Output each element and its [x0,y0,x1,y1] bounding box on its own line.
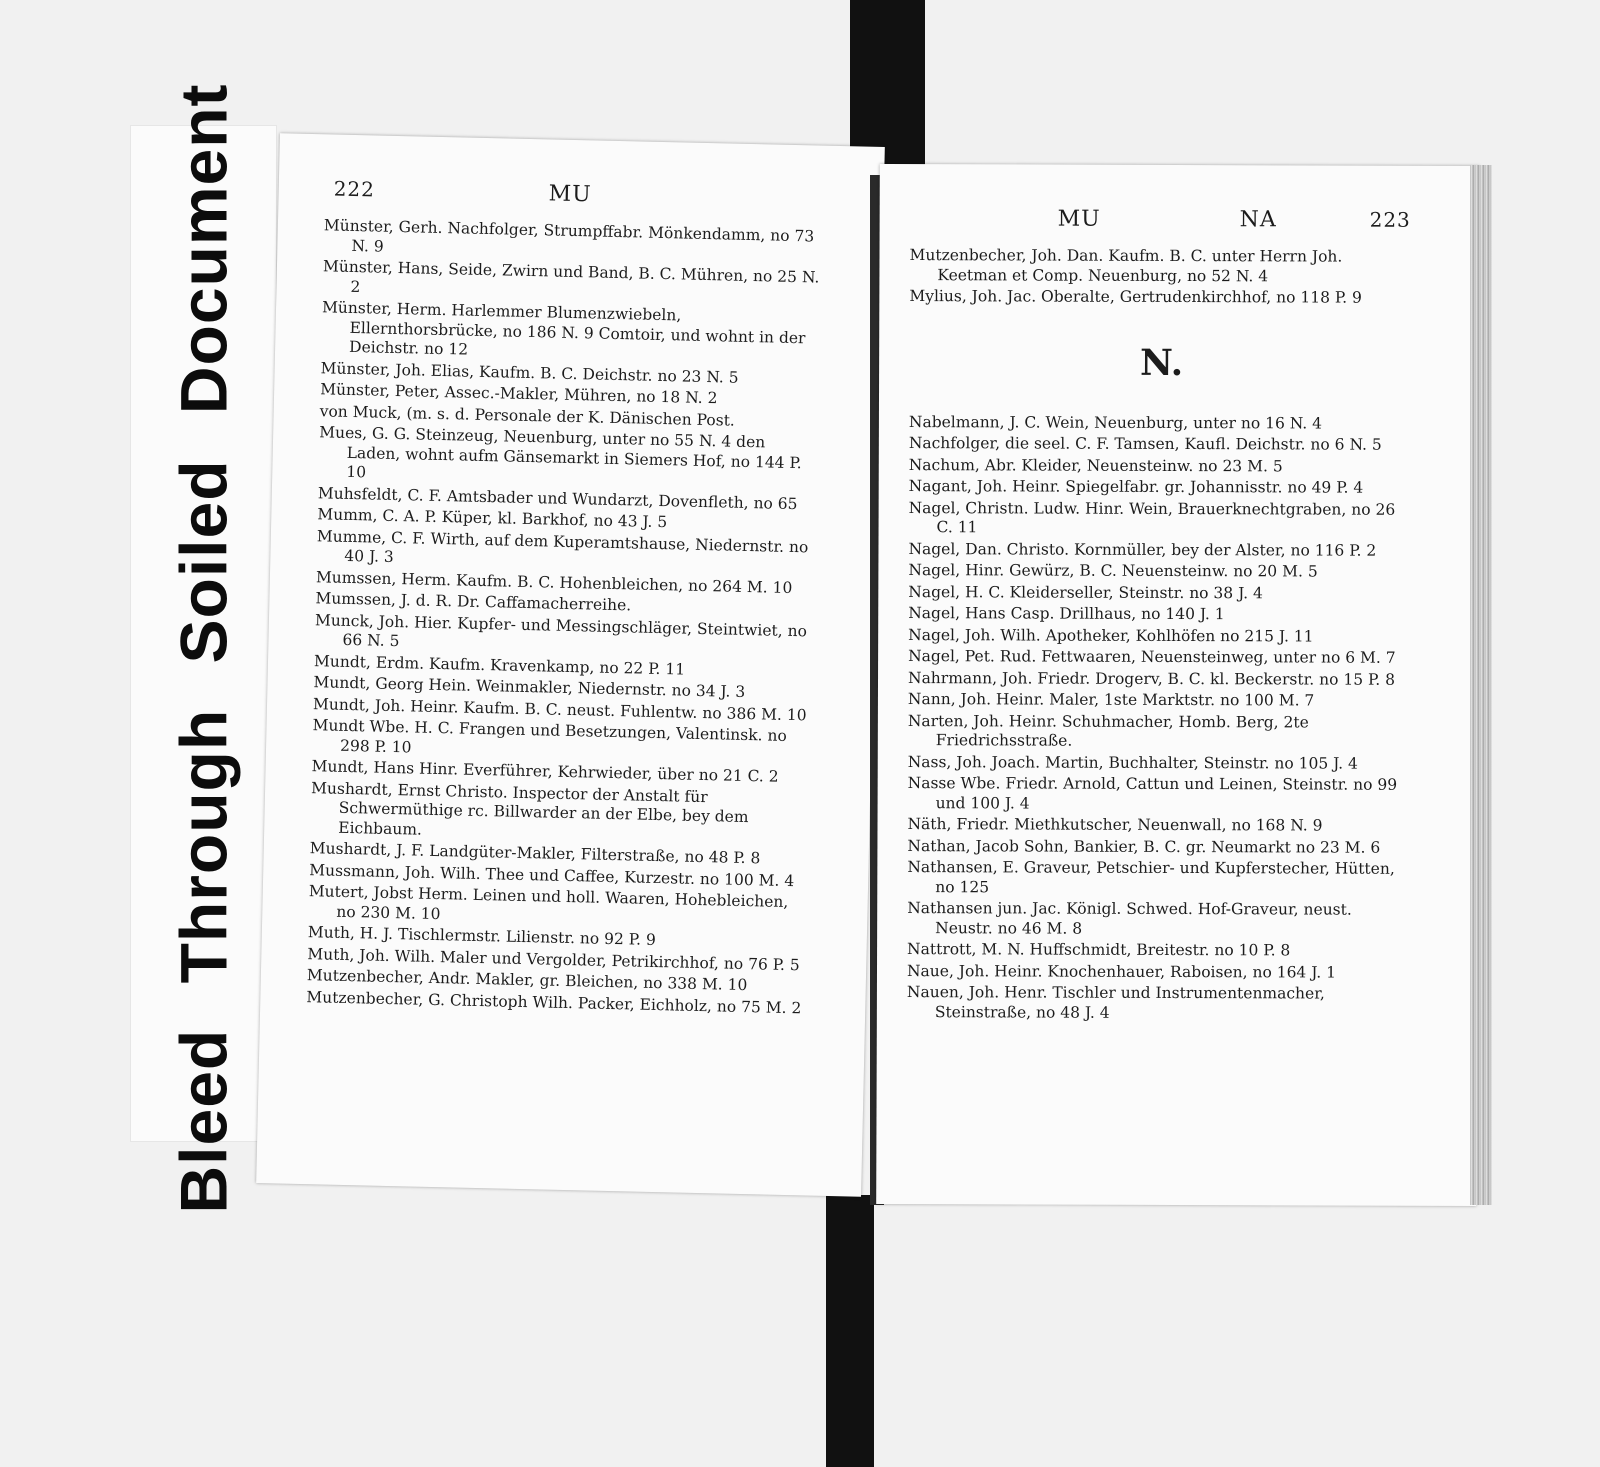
list-item: Mussmann, Joh. Wilh. Thee und Caffee, Kurzestr. no 100 M. 4 [309,860,795,890]
list-item: Nagel, Hans Casp. Drillhaus, no 140 J. 1 [908,604,1225,624]
list-item: Näth, Friedr. Miethkutscher, Neuenwall, no 168 N. 9 [907,815,1323,835]
list-item: Nann, Joh. Heinr. Maler, 1ste Marktstr. no 100 M. 7 [907,690,1315,710]
list-item: Nabelmann, J. C. Wein, Neuenburg, unter no 16 N. 4 [908,412,1323,433]
list-item: Mumme, C. F. Wirth, auf dem Kuperamtshause, Niedernstr. no 40 J. 3 [316,526,809,566]
list-item: Nathansen jun. Jac. Königl. Schwed. Hof-Graveur, neust. Neustr. no 46 M. 8 [907,899,1352,938]
list-item: Mues, G. G. Steinzeug, Neuenburg, unter no 55 N. 4 den Laden, wohnt aufm Gänsemarkt in Siemers Hof, no 144 P. 10 [319,423,802,482]
list-item: Mundt Wbe. H. C. Frangen und Besetzungen, Valentinsk. no 298 P. 10 [312,716,787,756]
list-item: Mundt, Erdm. Kaufm. Kravenkamp, no 22 P. 11 [313,651,686,679]
page-edge-stack [1470,165,1492,1205]
left-entries-list [306,216,824,1020]
annotation-label-strip [130,83,277,1214]
list-item: Mushardt, Ernst Christo. Inspector der Anstalt für Schwermüthige rc. Billwarder an der Elbe, bey dem Eichbaum. [310,778,749,839]
list-item: Muth, Joh. Wilh. Maler und Vergolder, Petrikirchhof, no 76 P. 5 [307,944,800,974]
list-item: von Muck, (m. s. d. Personale der K. Dänischen Post. [319,401,736,430]
list-item: Mylius, Joh. Jac. Oberalte, Gertrudenkirchhof, no 118 P. 9 [909,287,1362,307]
list-item: Mutzenbecher, G. Christoph Wilh. Packer, Eichholz, no 75 M. 2 [306,987,802,1017]
right-page [876,164,1480,1206]
list-item: Nagant, Joh. Heinr. Spiegelfabr. gr. Johannisstr. no 49 P. 4 [908,477,1364,497]
list-item: Nass, Joh. Joach. Martin, Buchhalter, Steinstr. no 105 J. 4 [907,752,1358,773]
list-item: Naue, Joh. Heinr. Knochenhauer, Raboisen, no 164 J. 1 [906,961,1336,982]
list-item: Mumssen, Herm. Kaufm. B. C. Hohenbleichen, no 264 M. 10 [315,567,793,597]
right-page-header-right: NA [1239,207,1277,233]
list-item: Nagel, Christn. Ludw. Hinr. Wein, Brauerknechtgraben, no 26 C. 11 [908,498,1396,537]
list-item: Nagel, Joh. Wilh. Apotheker, Kohlhöfen no 215 J. 11 [908,625,1314,645]
list-item: Mutert, Jobst Herm. Leinen und holl. Waaren, Hohebleichen, no 230 M. 10 [308,882,789,923]
annotation-label-text: Bleed Through Soiled Document [166,83,241,1214]
list-item: Münster, Gerh. Nachfolger, Strumpffabr. Mönkendamm, no 73 N. 9 [323,216,815,256]
list-item: Nattrott, M. N. Huffschmidt, Breitestr. no 10 P. 8 [907,940,1291,960]
list-item: Mundt, Hans Hinr. Everführer, Kehrwieder, über no 21 C. 2 [311,757,779,786]
list-item: Münster, Hans, Seide, Zwirn und Band, B. C. Mühren, no 25 N. 2 [322,257,820,296]
right-page-number: 223 [1369,207,1411,232]
binding-strap-bottom [826,1195,874,1467]
list-item: Nauen, Joh. Henr. Tischler und Instrumentenmacher, Steinstraße, no 48 J. 4 [906,983,1325,1022]
list-item: Nathan, Jacob Sohn, Bankier, B. C. gr. Neumarkt no 23 M. 6 [907,836,1381,857]
list-item: Muhsfeldt, C. F. Amtsbader und Wundarzt, Dovenfleth, no 65 [317,483,798,513]
list-item: Mushardt, J. F. Landgüter-Makler, Filterstraße, no 48 P. 8 [309,839,761,868]
list-item: Nagel, Dan. Christo. Kornmüller, bey der Alster, no 116 P. 2 [908,539,1377,560]
list-item: Mumssen, J. d. R. Dr. Caffamacherreihe. [315,589,632,615]
section-letter-heading: N. [1139,341,1184,384]
left-page-header: MU [548,181,593,208]
right-entries-list [907,246,1415,1026]
left-page-number: 222 [333,176,376,202]
list-item: Nathansen, E. Graveur, Petschier- und Kupferstecher, Hütten, no 125 [907,858,1395,896]
list-item: Nagel, Hinr. Gewürz, B. C. Neuensteinw. no 20 M. 5 [908,561,1318,581]
list-item: Mutzenbecher, Andr. Makler, gr. Bleichen, no 338 M. 10 [306,966,748,995]
list-item: Münster, Joh. Elias, Kaufm. B. C. Deichstr. no 23 N. 5 [320,358,739,387]
list-item: Munck, Joh. Hier. Kupfer- und Messingschläger, Steintwiet, no 66 N. 5 [314,610,808,651]
list-item: Mutzenbecher, Joh. Dan. Kaufm. B. C. unter Herrn Joh. Keetman et Comp. Neuenburg, no 52 N. 4 [909,246,1343,285]
list-item: Mumm, C. A. P. Küper, kl. Barkhof, no 43 J. 5 [317,505,668,532]
list-item: Muth, H. J. Tischlermstr. Lilienstr. no 92 P. 9 [307,923,657,950]
list-item: Münster, Herm. Harlemmer Blumenzwiebeln, Ellernthorsbrücke, no 186 N. 9 Comtoir, und wohnt in der Deichstr. no 12 [321,298,806,359]
list-item: Nagel, Pet. Rud. Fettwaaren, Neuensteinweg, unter no 6 M. 7 [908,647,1396,667]
list-item: Nagel, H. C. Kleiderseller, Steinstr. no 38 J. 4 [908,582,1263,602]
right-page-header-left: MU [1057,206,1101,232]
list-item: Nasse Wbe. Friedr. Arnold, Cattun und Leinen, Steinstr. no 99 und 100 J. 4 [907,774,1398,812]
list-item: Nachum, Abr. Kleider, Neuensteinw. no 23 M. 5 [908,455,1283,475]
list-item: Münster, Peter, Assec.-Makler, Mühren, no 18 N. 2 [319,380,718,408]
list-item: Mundt, Georg Hein. Weinmakler, Niedernstr. no 34 J. 3 [313,673,746,701]
list-item: Narten, Joh. Heinr. Schuhmacher, Homb. Berg, 2te Friedrichsstraße. [907,711,1309,750]
list-item: Mundt, Joh. Heinr. Kaufm. B. C. neust. Fuhlentw. no 386 M. 10 [312,694,807,724]
left-page [256,133,885,1196]
list-item: Nachfolger, die seel. C. F. Tamsen, Kaufl. Deichstr. no 6 N. 5 [908,434,1382,454]
list-item: Nahrmann, Joh. Friedr. Drogerv, B. C. kl. Beckerstr. no 15 P. 8 [907,668,1396,689]
